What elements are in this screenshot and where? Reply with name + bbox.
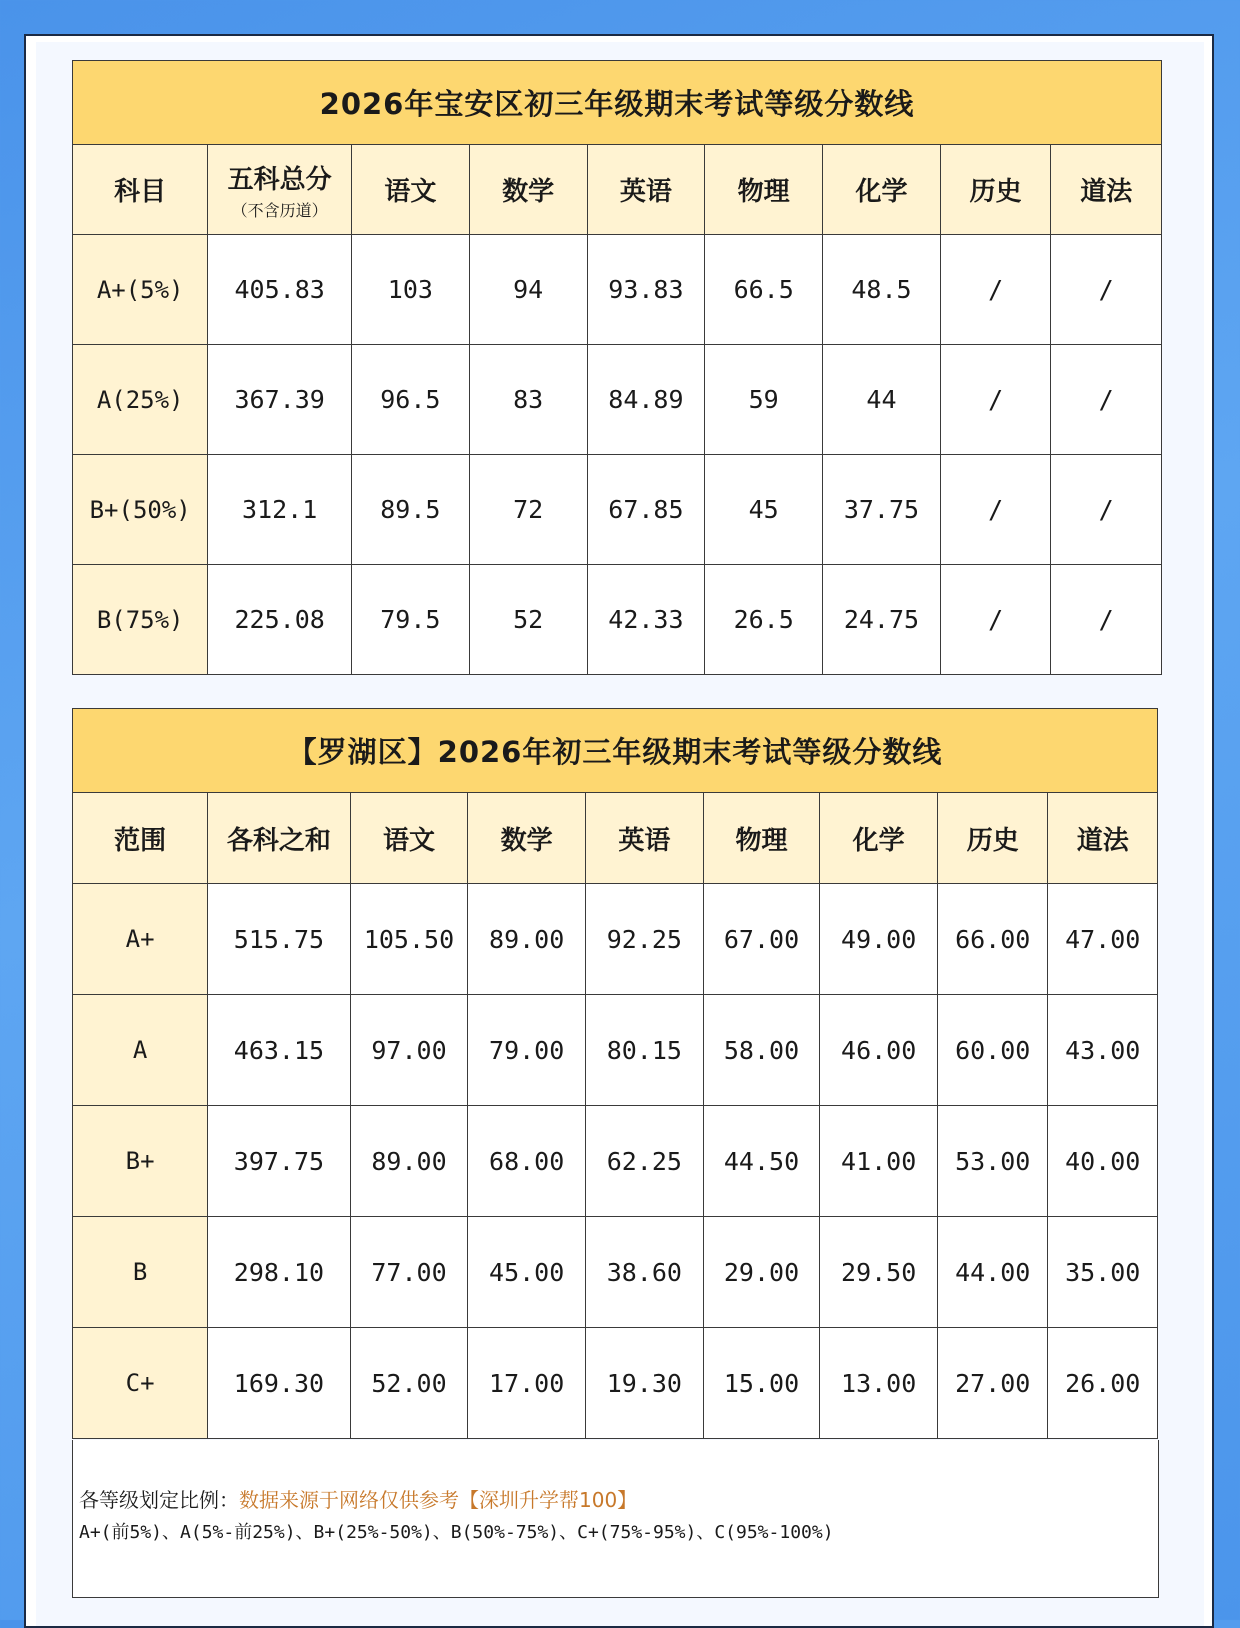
table-row	[73, 1217, 1158, 1328]
score-cell: /	[1051, 455, 1162, 565]
score-cell: 312.1	[208, 455, 352, 565]
grade-cell: B	[73, 1217, 208, 1328]
table-row	[73, 995, 1158, 1106]
score-cell: 397.75	[208, 1106, 350, 1217]
table-row	[73, 455, 1162, 565]
score-cell: 53.00	[937, 1106, 1047, 1217]
score-cell: /	[1051, 345, 1162, 455]
source-note: 数据来源于网络仅供参考【深圳升学帮100】	[239, 1488, 638, 1512]
table-row	[73, 235, 1162, 345]
score-cell: 24.75	[823, 565, 941, 675]
table-row	[73, 884, 1158, 995]
score-cell: 79.00	[468, 995, 586, 1106]
score-cell: 35.00	[1048, 1217, 1158, 1328]
header-cell: 数学	[468, 793, 586, 884]
score-cell: 66.5	[705, 235, 823, 345]
grade-cell: B+(50%)	[73, 455, 208, 565]
score-cell: 37.75	[823, 455, 941, 565]
score-cell: 62.25	[586, 1106, 704, 1217]
grade-cell: B(75%)	[73, 565, 208, 675]
score-cell: 298.10	[208, 1217, 350, 1328]
score-cell: /	[940, 235, 1051, 345]
table-title: 【罗湖区】2026年初三年级期末考试等级分数线	[73, 709, 1158, 793]
baoan-grade-table	[72, 60, 1162, 675]
score-cell: 26.00	[1048, 1328, 1158, 1439]
score-cell: 38.60	[586, 1217, 704, 1328]
ratio-label: 各等级划定比例：	[79, 1488, 239, 1512]
score-cell: /	[940, 455, 1051, 565]
score-cell: 463.15	[208, 995, 350, 1106]
score-cell: 41.00	[820, 1106, 938, 1217]
score-cell: 97.00	[350, 995, 468, 1106]
table-body	[73, 235, 1162, 675]
score-cell: 47.00	[1048, 884, 1158, 995]
score-cell: 49.00	[820, 884, 938, 995]
score-cell: 27.00	[937, 1328, 1047, 1439]
score-cell: 105.50	[350, 884, 468, 995]
header-label: 五科总分	[227, 164, 332, 195]
score-cell: 43.00	[1048, 995, 1158, 1106]
score-cell: /	[1051, 565, 1162, 675]
score-cell: 103	[351, 235, 469, 345]
header-cell: 历史	[937, 793, 1047, 884]
notes-box	[72, 1440, 1159, 1598]
score-cell: 225.08	[208, 565, 352, 675]
header-cell: 语文	[351, 145, 469, 235]
header-cell: 范围	[73, 793, 208, 884]
score-cell: 44.50	[703, 1106, 820, 1217]
score-cell: 67.00	[703, 884, 820, 995]
score-cell: 19.30	[586, 1328, 704, 1439]
header-cell: 科目	[73, 145, 208, 235]
header-cell: 物理	[703, 793, 820, 884]
score-cell: 52	[469, 565, 587, 675]
score-cell: 79.5	[351, 565, 469, 675]
score-cell: 96.5	[351, 345, 469, 455]
score-cell: 15.00	[703, 1328, 820, 1439]
score-cell: 29.50	[820, 1217, 938, 1328]
score-cell: 13.00	[820, 1328, 938, 1439]
score-cell: 44.00	[937, 1217, 1047, 1328]
score-cell: 48.5	[823, 235, 941, 345]
header-cell-total	[208, 145, 352, 235]
score-cell: 405.83	[208, 235, 352, 345]
score-cell: 68.00	[468, 1106, 586, 1217]
score-cell: 45.00	[468, 1217, 586, 1328]
header-cell: 语文	[350, 793, 468, 884]
score-cell: 45	[705, 455, 823, 565]
grade-cell: A	[73, 995, 208, 1106]
table-row	[73, 565, 1162, 675]
table-row	[73, 1328, 1158, 1439]
header-cell: 英语	[586, 793, 704, 884]
header-cell: 道法	[1051, 145, 1162, 235]
score-cell: 59	[705, 345, 823, 455]
score-cell: 93.83	[587, 235, 705, 345]
header-cell: 物理	[705, 145, 823, 235]
score-cell: 89.5	[351, 455, 469, 565]
header-cell: 历史	[940, 145, 1051, 235]
header-cell: 英语	[587, 145, 705, 235]
score-cell: 58.00	[703, 995, 820, 1106]
table-body	[73, 884, 1158, 1439]
score-cell: 44	[823, 345, 941, 455]
ratio-note	[79, 1484, 637, 1513]
score-cell: 67.85	[587, 455, 705, 565]
table-row	[73, 1106, 1158, 1217]
score-cell: 66.00	[937, 884, 1047, 995]
score-cell: 92.25	[586, 884, 704, 995]
header-cell: 道法	[1048, 793, 1158, 884]
grade-cell: A(25%)	[73, 345, 208, 455]
score-cell: 89.00	[350, 1106, 468, 1217]
score-cell: 367.39	[208, 345, 352, 455]
header-cell: 化学	[820, 793, 938, 884]
score-cell: 80.15	[586, 995, 704, 1106]
score-cell: 515.75	[208, 884, 350, 995]
score-cell: 169.30	[208, 1328, 350, 1439]
score-cell: 72	[469, 455, 587, 565]
score-cell: /	[940, 345, 1051, 455]
luohu-grade-table	[72, 708, 1158, 1439]
score-cell: 89.00	[468, 884, 586, 995]
score-cell: 84.89	[587, 345, 705, 455]
score-cell: /	[1051, 235, 1162, 345]
table-title: 2026年宝安区初三年级期末考试等级分数线	[73, 61, 1162, 145]
score-cell: 83	[469, 345, 587, 455]
score-cell: 77.00	[350, 1217, 468, 1328]
table-row	[73, 345, 1162, 455]
header-cell: 数学	[469, 145, 587, 235]
header-cell: 化学	[823, 145, 941, 235]
score-cell: 26.5	[705, 565, 823, 675]
score-cell: /	[940, 565, 1051, 675]
score-cell: 40.00	[1048, 1106, 1158, 1217]
grade-cell: A+(5%)	[73, 235, 208, 345]
score-cell: 52.00	[350, 1328, 468, 1439]
grade-cell: A+	[73, 884, 208, 995]
score-cell: 29.00	[703, 1217, 820, 1328]
score-cell: 42.33	[587, 565, 705, 675]
score-cell: 17.00	[468, 1328, 586, 1439]
score-cell: 94	[469, 235, 587, 345]
grade-cell: B+	[73, 1106, 208, 1217]
header-sub-label: （不含历道）	[231, 200, 328, 220]
grade-cell: C+	[73, 1328, 208, 1439]
score-cell: 60.00	[937, 995, 1047, 1106]
header-cell: 各科之和	[208, 793, 350, 884]
ratio-list: A+(前5%)、A(5%-前25%)、B+(25%-50%)、B(50%-75%)、C+(75%-95%)、C(95%-100%)	[79, 1522, 834, 1543]
score-cell: 46.00	[820, 995, 938, 1106]
